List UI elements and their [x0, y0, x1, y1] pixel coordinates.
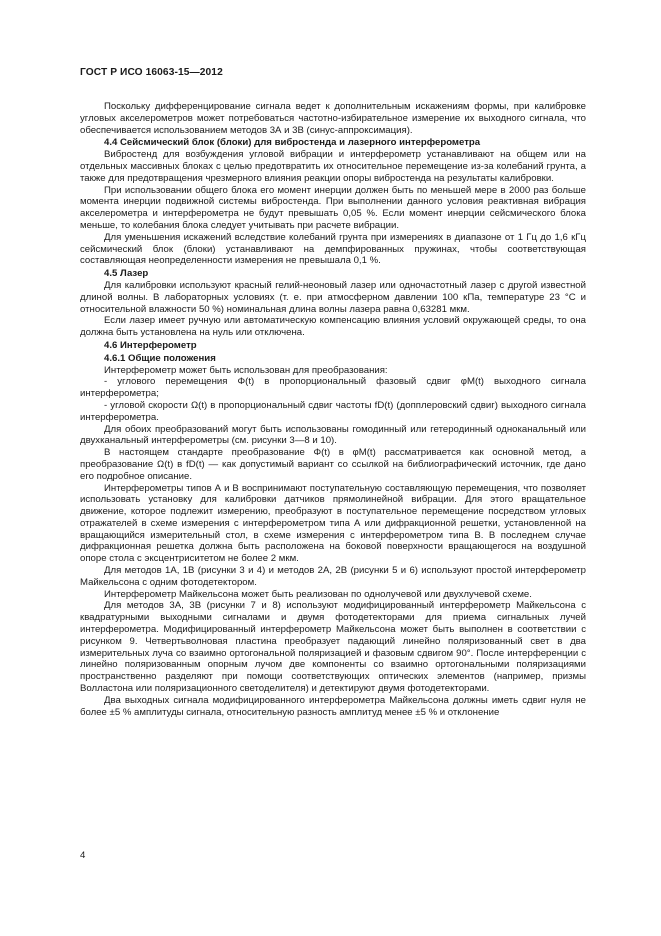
page-content: [80, 101, 586, 718]
subsection-heading: 4.6.1 Общие положения: [104, 352, 216, 364]
paragraph: Если лазер имеет ручную или автоматическую компенсацию влияния условий окружающей среды, то она должна быть установлена на нуль или отключена.: [80, 315, 586, 339]
paragraph: Для методов 1А, 1В (рисунки 3 и 4) и методов 2А, 2В (рисунки 5 и 6) используют простой интерферометр Майкельсона с одним фотодетектором.: [80, 565, 586, 588]
paragraph: Интерферометр Майкельсона может быть реализован по однолучевой или двухлучевой схеме.: [104, 588, 532, 600]
page-number: 4: [80, 850, 86, 861]
paragraph: Для уменьшения искажений вследствие колебаний грунта при измерениях в диапазоне от 1 Гц до 1,6 кГц сейсмический блок (блоки) устанавливают на демпфированных пружинах, чтобы соответствующая составляющая неопределенности измерения не превышала 0,1 %.: [80, 231, 586, 267]
paragraph: Вибростенд для возбуждения угловой вибрации и интерферометр устанавливают на общем или на отдельных массивных блоках с целью предотвратить их относительное перемещение из-за колебаний грунта, а также для предотвращения чрезмерного влияния реакции опоры вибростенда на результаты калибровки.: [80, 149, 586, 184]
section-heading: 4.4 Сейсмический блок (блоки) для вибростенда и лазерного интерферометра: [104, 137, 481, 149]
list-item: - угловой скорости Ω(t) в пропорциональный сдвиг частоты fD(t) (допплеровский сдвиг) выходного сигнала интерферометра.: [80, 399, 586, 423]
paragraph: В настоящем стандарте преобразование Φ(t) в φM(t) рассматривается как основной метод, а преобразование Ω(t) в fD(t) — как допустимый вариант со ссылкой на библиографический источник, где дано его подробное описание.: [80, 447, 586, 482]
paragraph: Для обоих преобразований могут быть использованы гомодинный или гетеродинный одноканальный или двухканальный интерферометры (см. рисунки 3—8 и 10).: [80, 423, 586, 447]
paragraph: Интерферометры типов А и В воспринимают поступательную составляющую перемещения, что позволяет использовать установку для калибровки датчиков прямолинейной вибрации. Для этого вращательное движение, которое подлежит измерению, преобразуют в поступательное перемещение посредством угловых отражателей в схеме измерения с интерферометром типа А или дифракционной решетки, установленной на вращающийся измерительный стол, в схеме измерения с интерферометром типа В. В последнем случае дифракционная решетка должна быть расположена на боковой поверхности вращающегося на воздушной опоре стола с эксцентриситетом не более 2 мкм.: [80, 482, 586, 565]
paragraph: Интерферометр может быть использован для преобразования:: [104, 364, 388, 376]
paragraph: Два выходных сигнала модифицированного интерферометра Майкельсона должны иметь сдвиг нуля не более ±5 % амплитуды сигнала, относительную разность амплитуд менее ±5 % и отклонение: [80, 694, 586, 718]
paragraph: Для методов 3А, 3В (рисунки 7 и 8) используют модифицированный интерферометр Майкельсона с квадратурными выходными сигналами и двумя фотодетекторами для приема сигнальных лучей интерферометра. Модифицированный интерферометр Майкельсона может быть выполнен в соответствии с рисунком 9. Четвертьволновая пластина преобразует падающий линейно поляризованный свет в два измерительных луча со взаимно ортогональной поляризацией и фазовым сдвигом 90°. После интерференции с линейно поляризованным опорным лучом две компоненты со взаимно ортогональными поляризациями пространственно разделяют при помощи соответствующих оптических элементов (например, призмы Волластона или поляризационного светоделителя) и детектируют двумя фотодетекторами.: [80, 600, 586, 695]
list-item: - углового перемещения Φ(t) в пропорциональный фазовый сдвиг φM(t) выходного сигнала интерферометра;: [80, 376, 586, 400]
paragraph: Для калибровки используют красный гелий-неоновый лазер или одночастотный лазер с другой известной длиной волны. В лабораторных условиях (т. е. при атмосферном давлении 100 кПа, температуре 23 °С и относительной влажности 50 %) номинальная длина волны лазера равна 0,63281 мкм.: [80, 279, 586, 315]
section-heading: 4.6 Интерферометр: [104, 339, 197, 351]
section-heading: 4.5 Лазер: [104, 268, 149, 280]
paragraph: При использовании общего блока его момент инерции должен быть по меньшей мере в 2000 раз больше момента инерции подвижной системы вибростенда. При выполнении данного условия реактивная вибрация акселерометра и интерферометра не будут превышать 0,05 %. Если момент инерции сейсмического блока меньше, то колебания блока следует учитывать при расчете вибрации.: [80, 184, 586, 231]
paragraph: Поскольку дифференцирование сигнала ведет к дополнительным искажениям формы, при калибровке угловых акселерометров может потребоваться частотно-избирательное измерение их выходного сигнала, что обеспечивается использованием методов 3А и 3В (синус-аппроксимация).: [80, 101, 586, 136]
page-header: ГОСТ Р ИСО 16063-15—2012: [80, 67, 223, 78]
